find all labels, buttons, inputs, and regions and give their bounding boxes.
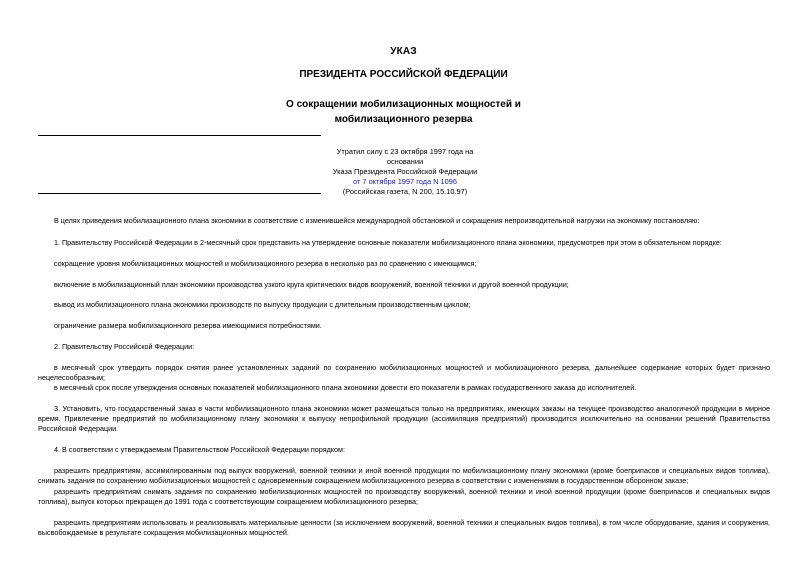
heading-line-2: мобилизационного резерва xyxy=(334,114,473,125)
paragraph-preamble: В целях приведения мобилизационного плана экономики в соответствие с изменившейся международной обстановкой и сокращения непроизводительной нагрузки на экономику постановляю: xyxy=(54,216,700,225)
paragraph-1-b: включение в мобилизационный план экономики производства узкого круга критических видов вооружений, военной техники и другой военной продукции; xyxy=(54,280,569,289)
paragraph-1-c: вывод из мобилизационного плана экономики производств по выпуску продукции с длительным производственным циклом; xyxy=(54,300,471,309)
status-note xyxy=(320,147,490,197)
status-note-line-1: Утратил силу с 23 октября 1997 года на основании xyxy=(336,147,474,166)
paragraph-1-d: ограничение размера мобилизационного резерва имеющимися потребностями. xyxy=(54,321,322,330)
paragraph-item-2: 2. Правительству Российской Федерации: xyxy=(54,342,195,351)
document-subtitle: ПРЕЗИДЕНТА РОССИЙСКОЙ ФЕДЕРАЦИИ xyxy=(299,69,508,80)
paragraph-item-4: 4. В соответствии с утверждаемым Правительством Российской Федерации порядком: xyxy=(54,445,345,454)
heading-line-1: О сокращении мобилизационных мощностей и xyxy=(286,99,521,110)
rule-top xyxy=(38,135,321,136)
document-title: УКАЗ xyxy=(390,46,417,57)
paragraph-4-a: разрешить предприятиям, ассимилированным под выпуск вооружений, военной техники и иной военной продукции по мобилизационному плану экономики (кроме боеприпасов и специальных видов топлива), снимать задания по сохранению мобилизационных мощностей с одновременным сокращением мобилизационного резерва в соответствии с изменениями в государственном оборонном заказе; xyxy=(38,466,770,485)
paragraph-2-a: в месячный срок утвердить порядок снятия ранее установленных заданий по сохранению мобилизационных мощностей и мобилизационного резерва, дальнейшее содержание которых будет признано нецелесообразным; xyxy=(38,363,770,382)
status-note-link[interactable]: от 7 октября 1997 года N 1096 xyxy=(353,177,457,186)
paragraph-item-1: 1. Правительству Российской Федерации в 2-месячный срок представить на утверждение основные показатели мобилизационного плана экономики, предусмотрев при этом в обязательном порядке: xyxy=(54,238,722,247)
paragraph-item-3: 3. Установить, что государственный заказ в части мобилизационного плана экономики может размещаться только на предприятиях, имеющих заказы на текущее производство аналогичной продукции в мирное время. Привлечение предприятий по мобилизационному плану экономики к выпуску непрофильной продукции (ассимиляция предприятий) производится исключительно на основании решений Правительства Российской Федерации. xyxy=(38,404,770,433)
paragraph-1-a: сокращение уровня мобилизационных мощностей и мобилизационного резерва в несколько раз по сравнению с имеющимся; xyxy=(54,259,477,268)
document-heading xyxy=(0,97,807,127)
rule-bottom xyxy=(38,193,321,194)
paragraph-4-c: разрешить предприятиям использовать и реализовывать материальные ценности (за исключением вооружений, военной техники и специальных видов топлива), в том числе оборудование, здания и сооружения, высвобождаемые в результате сокращения мобилизационных мощностей. xyxy=(38,518,770,537)
paragraph-2-b: в месячный срок после утверждения основных показателей мобилизационного плана экономики довести его показатели в рамках государственного заказа до исполнителей. xyxy=(54,383,637,392)
paragraph-4-b: разрешить предприятиям снимать задания по сохранению мобилизационных мощностей по производству вооружений, военной техники и иной военной продукции (кроме боеприпасов и специальных видов топлива), выпуск которых прекращен до 1991 года с соответствующим сокращением мобилизационного резерва; xyxy=(38,487,770,506)
status-note-line-2: Указа Президента Российской Федерации xyxy=(332,167,478,176)
status-note-line-4: (Российская газета, N 200, 15.10.97) xyxy=(342,187,468,196)
